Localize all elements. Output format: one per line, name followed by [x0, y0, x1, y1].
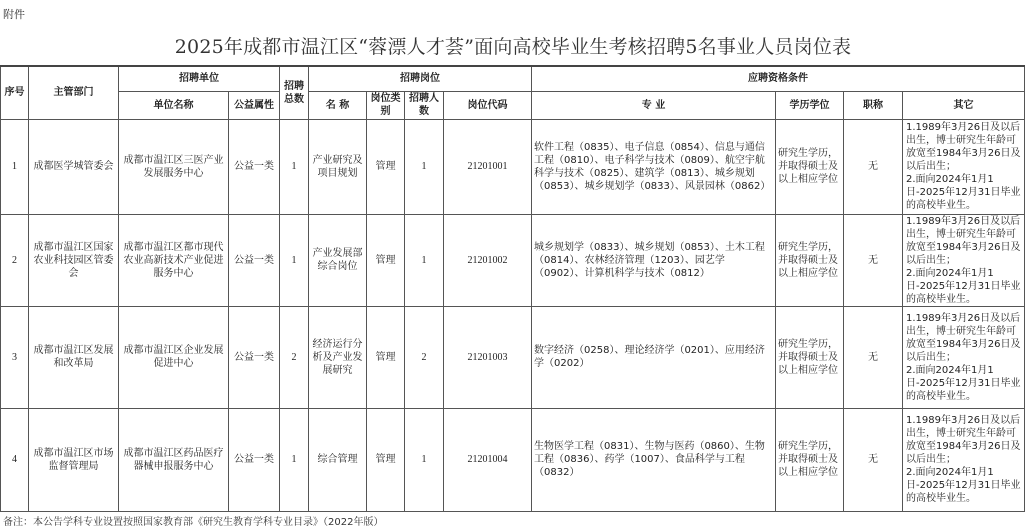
header-position-count: 招聘人数 [405, 91, 444, 119]
cell-title-requirement: 无 [844, 214, 903, 306]
cell-major: 数字经济（0258）、理论经济学（0201）、应用经济学（0202） [532, 306, 776, 408]
header-total: 招聘总数 [280, 66, 309, 119]
cell-position-count: 1 [405, 214, 444, 306]
cell-position-name: 经济运行分析及产业发展研究 [309, 306, 367, 408]
cell-position-count: 1 [405, 119, 444, 214]
cell-major: 生物医学工程（0831）、生物与医药（0860）、生物工程（0836）、药学（1007）、食品科学与工程（0832） [532, 408, 776, 511]
other-condition-1: 1.1989年3月26日及以后出生，博士研究生年龄可放宽至1984年3月26日及以后出生； [906, 122, 1021, 172]
cell-other [903, 119, 1025, 214]
table-row [1, 306, 1025, 408]
header-unit-group: 招聘单位 [119, 66, 280, 91]
table-row [1, 214, 1025, 306]
cell-position-code: 21201003 [444, 306, 532, 408]
cell-education: 研究生学历，并取得硕士及以上相应学位 [776, 408, 844, 511]
header-position-name: 名 称 [309, 91, 367, 119]
header-education: 学历学位 [776, 91, 844, 119]
footnote: 备注：本公告学科专业设置按照国家教育部《研究生教育学科专业目录》（2022年版） [3, 517, 384, 528]
cell-education: 研究生学历，并取得硕士及以上相应学位 [776, 214, 844, 306]
cell-other [903, 408, 1025, 511]
cell-position-name: 产业研究及项目规划 [309, 119, 367, 214]
cell-unit-name: 成都市温江区药品医疗器械申报服务中心 [119, 408, 229, 511]
cell-unit-name: 成都市温江区三医产业发展服务中心 [119, 119, 229, 214]
other-condition-1: 1.1989年3月26日及以后出生，博士研究生年龄可放宽至1984年3月26日及以后出生； [906, 415, 1021, 465]
cell-unit-name: 成都市温江区都市现代农业高新技术产业促进服务中心 [119, 214, 229, 306]
header-position-code: 岗位代码 [444, 91, 532, 119]
cell-unit-type: 公益一类 [229, 306, 280, 408]
header-unit-name: 单位名称 [119, 91, 229, 119]
header-major: 专 业 [532, 91, 776, 119]
cell-department: 成都医学城管委会 [29, 119, 119, 214]
header-unit-type: 公益属性 [229, 91, 280, 119]
other-condition-1: 1.1989年3月26日及以后出生，博士研究生年龄可放宽至1984年3月26日及以后出生； [906, 215, 1021, 266]
cell-position-count: 2 [405, 306, 444, 408]
header-qualification-group: 应聘资格条件 [532, 66, 1025, 91]
cell-education: 研究生学历，并取得硕士及以上相应学位 [776, 306, 844, 408]
header-seq: 序号 [1, 66, 29, 119]
other-condition-2: 2.面向2024年1月1日-2025年12月31日毕业的高校毕业生。 [906, 467, 1021, 504]
other-condition-2: 2.面向2024年1月1日-2025年12月31日毕业的高校毕业生。 [906, 174, 1021, 211]
header-other: 其它 [903, 91, 1025, 119]
cell-title-requirement: 无 [844, 408, 903, 511]
other-condition-2: 2.面向2024年1月1日-2025年12月31日毕业的高校毕业生。 [906, 364, 1021, 402]
cell-major: 软件工程（0835）、电子信息（0854）、信息与通信工程（0810）、电子科学与技术（0809）、航空宇航科学与技术（0825）、建筑学（0813）、城乡规划（0853）、城乡规划学（0833）、风景园林（0862） [532, 119, 776, 214]
cell-position-code: 21201004 [444, 408, 532, 511]
cell-seq: 1 [1, 119, 29, 214]
cell-seq: 4 [1, 408, 29, 511]
cell-total: 1 [280, 214, 309, 306]
cell-position-category: 管理 [367, 119, 405, 214]
attachment-label: 附件 [3, 8, 25, 21]
positions-table [0, 65, 1025, 512]
cell-position-code: 21201002 [444, 214, 532, 306]
cell-other [903, 214, 1025, 306]
cell-position-count: 1 [405, 408, 444, 511]
cell-position-name: 产业发展部综合岗位 [309, 214, 367, 306]
cell-unit-type: 公益一类 [229, 119, 280, 214]
header-position-group: 招聘岗位 [309, 66, 532, 91]
cell-position-category: 管理 [367, 214, 405, 306]
cell-seq: 3 [1, 306, 29, 408]
cell-position-code: 21201001 [444, 119, 532, 214]
cell-department: 成都市温江区国家农业科技园区管委会 [29, 214, 119, 306]
cell-total: 2 [280, 306, 309, 408]
cell-title-requirement: 无 [844, 306, 903, 408]
cell-education: 研究生学历，并取得硕士及以上相应学位 [776, 119, 844, 214]
cell-total: 1 [280, 119, 309, 214]
cell-position-name: 综合管理 [309, 408, 367, 511]
table-row [1, 119, 1025, 214]
page-title: 2025年成都市温江区“蓉漂人才荟”面向高校毕业生考核招聘5名事业人员岗位表 [174, 36, 852, 58]
cell-seq: 2 [1, 214, 29, 306]
header-title-requirement: 职称 [844, 91, 903, 119]
cell-other [903, 306, 1025, 408]
cell-unit-type: 公益一类 [229, 408, 280, 511]
cell-title-requirement: 无 [844, 119, 903, 214]
other-condition-2: 2.面向2024年1月1日-2025年12月31日毕业的高校毕业生。 [906, 267, 1021, 305]
cell-total: 1 [280, 408, 309, 511]
table-row [1, 408, 1025, 511]
cell-department: 成都市温江区市场监督管理局 [29, 408, 119, 511]
other-condition-1: 1.1989年3月26日及以后出生，博士研究生年龄可放宽至1984年3月26日及以后出生； [906, 312, 1021, 363]
cell-position-category: 管理 [367, 408, 405, 511]
cell-major: 城乡规划学（0833）、城乡规划（0853）、土木工程（0814）、农林经济管理（1203）、园艺学（0902）、计算机科学与技术（0812） [532, 214, 776, 306]
cell-unit-name: 成都市温江区企业发展促进中心 [119, 306, 229, 408]
cell-position-category: 管理 [367, 306, 405, 408]
header-position-category: 岗位类别 [367, 91, 405, 119]
cell-unit-type: 公益一类 [229, 214, 280, 306]
cell-department: 成都市温江区发展和改革局 [29, 306, 119, 408]
header-department: 主管部门 [29, 66, 119, 119]
